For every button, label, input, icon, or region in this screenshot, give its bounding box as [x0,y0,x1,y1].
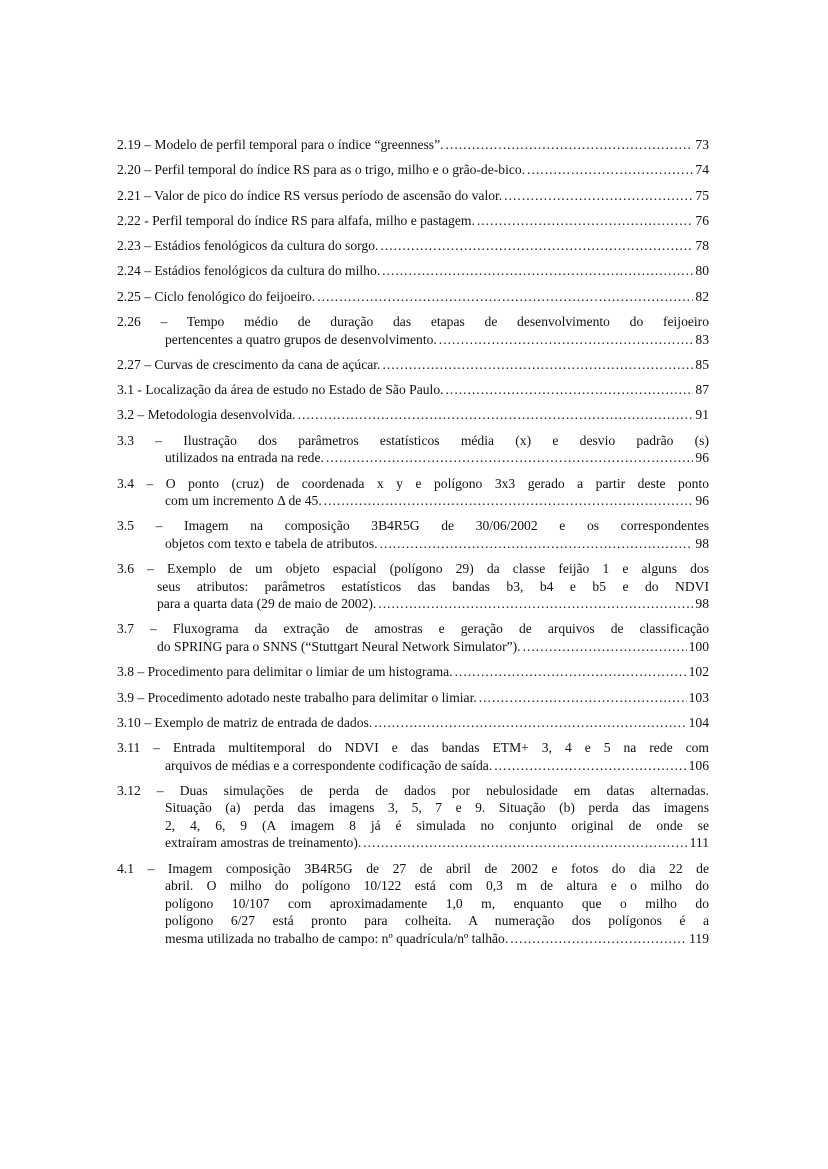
toc-entry-text [117,381,709,399]
toc-entry-title-line: 3.7 – Fluxograma da extração de amostras e geração de arquivos de classificação [117,621,709,637]
toc-entry[interactable] [117,356,709,374]
toc-entry[interactable] [117,432,709,467]
list-of-figures [117,136,709,955]
toc-page-number: 78 [695,238,709,254]
toc-page-number: 100 [688,638,709,654]
toc-entry-title-line: 2.20 – Perfil temporal do índice RS para as o trigo, milho e o grão-de-bico. [117,162,526,178]
toc-entry-title-line: 3.12 – Duas simulações de perda de dados por nebulosidade em datas alternadas. [117,782,709,798]
toc-entry-text [117,739,709,774]
toc-page-number: 74 [695,162,709,178]
toc-entry-title-line: 2.27 – Curvas de crescimento da cana de açúcar. [117,356,381,372]
toc-entry[interactable] [117,714,709,732]
toc-entry-title-line: 2.22 - Perfil temporal do índice RS para alfafa, milho e pastagem. [117,212,475,228]
toc-entry-title-line: abril. O milho do polígono 10/122 está com 0,3 m de altura e o milho do [165,878,709,894]
toc-entry-text [117,212,709,230]
toc-entry-text [117,187,709,205]
toc-entry-text [117,860,709,948]
dot-leader [380,535,694,553]
toc-entry-text [117,689,709,707]
toc-entry[interactable] [117,161,709,179]
toc-entry[interactable] [117,620,709,655]
toc-entry-title-line: seus atributos: parâmetros estatísticos das bandas b3, b4 e b5 e do NDVI [157,578,709,594]
toc-entry-text [117,262,709,280]
toc-entry-title-line: Situação (a) perda das imagens 3, 5, 7 e 9. Situação (b) perda das imagens [165,800,709,816]
toc-entry-text [117,288,709,306]
toc-entry-text [117,663,709,681]
toc-entry[interactable] [117,475,709,510]
toc-entry-title-line: com um incremento Δ de 45. [165,493,322,509]
toc-entry-title-line: 3.9 – Procedimento adotado neste trabalho para delimitar o limiar. [117,689,477,705]
toc-entry-title-line: pertencentes a quatro grupos de desenvolvimento. [165,331,437,347]
toc-entry[interactable] [117,288,709,306]
toc-page-number: 119 [689,930,709,946]
toc-page-number: 98 [695,596,709,612]
toc-entry-title-line: 2, 4, 6, 9 (A imagem 8 já é simulada no conjunto original de onde se [165,817,709,833]
toc-entry-title-line: para a quarta data (29 de maio de 2002). [157,596,377,612]
dot-leader [378,595,693,613]
toc-page-number: 96 [695,493,709,509]
toc-entry-title-line: 2.24 – Estádios fenológicos da cultura do milho. [117,263,381,279]
toc-page-number: 102 [688,664,709,680]
toc-page-number: 80 [695,263,709,279]
toc-page-number: 111 [689,835,709,851]
dot-leader [446,136,694,154]
dot-leader [374,714,686,732]
toc-page-number: 103 [688,689,709,705]
toc-page-number: 96 [695,450,709,466]
dot-leader [382,356,693,374]
toc-entry-text [117,475,709,510]
toc-entry-title-line: polígono 10/107 com aproximadamente 1,0 m, enquanto que o milho do [165,895,709,911]
toc-entry[interactable] [117,517,709,552]
toc-entry[interactable] [117,381,709,399]
toc-entry[interactable] [117,663,709,681]
toc-page-number: 85 [695,356,709,372]
toc-entry[interactable] [117,860,709,948]
dot-leader [382,262,693,280]
toc-entry[interactable] [117,689,709,707]
dot-leader [317,288,693,306]
toc-page-number: 75 [695,187,709,203]
toc-entry[interactable] [117,406,709,424]
toc-page-number: 73 [695,137,709,152]
toc-entry-title-line: 3.10 – Exemplo de matriz de entrada de dados. [117,714,373,730]
toc-page-number: 83 [695,331,709,347]
dot-leader [439,331,694,349]
toc-entry-title-line: polígono 6/27 está pronto para colheita. A numeração dos polígonos é a [165,913,709,929]
toc-entry-title-line: 3.4 – O ponto (cruz) de coordenada x y e polígono 3x3 gerado a partir deste ponto [117,475,709,491]
toc-entry-text [117,313,709,348]
dot-leader [523,638,687,656]
dot-leader [380,237,693,255]
toc-entry-title-line: utilizados na entrada na rede. [165,450,324,466]
toc-entry[interactable] [117,560,709,613]
toc-entry-text [117,432,709,467]
dot-leader [510,930,687,948]
dot-leader [455,663,687,681]
toc-entry[interactable] [117,237,709,255]
toc-entry[interactable] [117,187,709,205]
toc-entry-title-line: 3.11 – Entrada multitemporal do NDVI e das bandas ETM+ 3, 4 e 5 na rede com [117,740,709,756]
toc-entry-title-line: 3.3 – Ilustração dos parâmetros estatísticos média (x) e desvio padrão (s) [117,432,709,448]
toc-entry-title-line: 3.8 – Procedimento para delimitar o limiar de um histograma. [117,664,453,680]
dot-leader [324,492,694,510]
toc-entry-title-line: extraíram amostras de treinamento). [165,835,362,851]
dot-leader [298,406,694,424]
toc-entry-title-line: 3.6 – Exemplo de um objeto espacial (polígono 29) da classe feijão 1 e alguns dos [117,561,709,577]
dot-leader [363,834,687,852]
toc-entry[interactable] [117,262,709,280]
toc-page-number: 91 [695,407,709,423]
toc-entry[interactable] [117,782,709,852]
dot-leader [494,757,686,775]
dot-leader [479,689,687,707]
toc-page-number: 76 [695,212,709,228]
toc-entry[interactable] [117,136,709,154]
dot-leader [446,381,694,399]
toc-entry-text [117,517,709,552]
toc-page-number: 106 [688,757,709,773]
toc-entry-title-line: mesma utilizada no trabalho de campo: nº quadrícula/nº talhão. [165,930,509,946]
toc-entry-text [117,782,709,852]
toc-entry-title-line: 2.26 – Tempo médio de duração das etapas de desenvolvimento do feijoeiro [117,314,709,330]
toc-page-number: 104 [688,714,709,730]
toc-entry-title-line: 3.2 – Metodologia desenvolvida. [117,407,296,423]
toc-entry-title-line: 4.1 – Imagem composição 3B4R5G de 27 de abril de 2002 e fotos do dia 22 de [117,860,709,876]
toc-entry-text [117,620,709,655]
toc-entry-title-line: arquivos de médias e a correspondente codificação de saída. [165,757,493,773]
dot-leader [326,449,694,467]
toc-entry[interactable] [117,313,709,348]
toc-entry-text [117,161,709,179]
toc-page-number: 98 [695,535,709,551]
toc-entry-title-line: 2.23 – Estádios fenológicos da cultura do sorgo. [117,238,379,254]
toc-entry-title-line: do SPRING para o SNNS (“Stuttgart Neural Network Simulator”). [157,638,521,654]
toc-entry-text [117,356,709,374]
toc-entry-title-line: 2.21 – Valor de pico do índice RS versus período de ascensão do valor. [117,187,503,203]
toc-entry-text [117,714,709,732]
dot-leader [527,161,693,179]
toc-entry-title-line: 3.5 – Imagem na composição 3B4R5G de 30/06/2002 e os correspondentes [117,518,709,534]
toc-page-number: 82 [695,288,709,304]
dot-leader [477,212,694,230]
toc-entry-text [117,560,709,613]
toc-entry[interactable] [117,212,709,230]
toc-page-number: 87 [695,382,709,398]
toc-entry-title-line: 3.1 - Localização da área de estudo no Estado de São Paulo. [117,382,444,398]
toc-entry-title-line: 2.25 – Ciclo fenológico do feijoeiro. [117,288,316,304]
toc-entry-text [117,136,709,154]
toc-entry-text [117,406,709,424]
toc-entry-text [117,237,709,255]
toc-entry[interactable] [117,739,709,774]
toc-entry-title-line: objetos com texto e tabela de atributos. [165,535,378,551]
toc-entry-title-line: 2.19 – Modelo de perfil temporal para o índice “greenness”. [117,137,444,152]
dot-leader [504,187,693,205]
